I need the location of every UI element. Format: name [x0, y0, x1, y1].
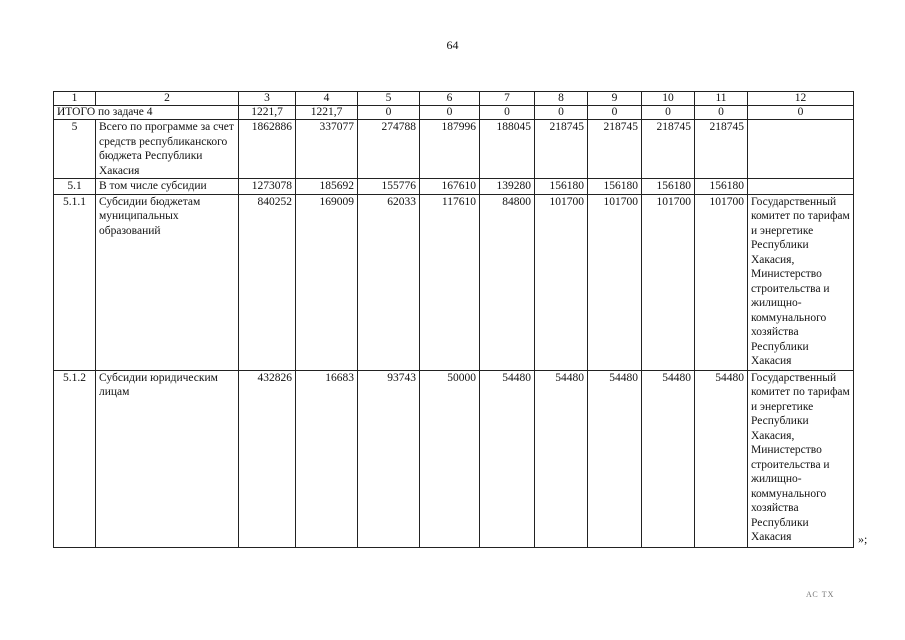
table-row-total	[54, 106, 854, 120]
value-cell: 101700	[535, 194, 588, 370]
row-number: 5.1	[54, 179, 96, 195]
value-cell: 101700	[588, 194, 642, 370]
column-number: 1	[54, 92, 96, 106]
value-cell: 1221,7	[239, 106, 296, 120]
responsible-cell	[748, 120, 854, 179]
value-cell: 62033	[358, 194, 420, 370]
responsible-cell: Государственный комитет по тарифам и энергетике Республики Хакасия, Министерство строительства и жилищно-коммунального хозяйства Республики Хакасия	[748, 194, 854, 370]
column-number: 7	[480, 92, 535, 106]
value-cell: 0	[420, 106, 480, 120]
value-cell: 156180	[695, 179, 748, 195]
value-cell: 188045	[480, 120, 535, 179]
value-cell: 1862886	[239, 120, 296, 179]
row-label: В том числе субсидии	[96, 179, 239, 195]
row-number: 5.1.1	[54, 194, 96, 370]
column-number: 12	[748, 92, 854, 106]
value-cell: 101700	[642, 194, 695, 370]
value-cell: 84800	[480, 194, 535, 370]
row-label: Всего по программе за счет средств республиканского бюджета Республики Хакасия	[96, 120, 239, 179]
table-row	[54, 120, 854, 179]
value-cell: 0	[535, 106, 588, 120]
value-cell: 0	[588, 106, 642, 120]
value-cell: 185692	[296, 179, 358, 195]
column-number: 2	[96, 92, 239, 106]
value-cell: 1221,7	[296, 106, 358, 120]
column-number: 3	[239, 92, 296, 106]
program-table	[53, 91, 854, 548]
column-number: 11	[695, 92, 748, 106]
column-number: 4	[296, 92, 358, 106]
value-cell: 155776	[358, 179, 420, 195]
responsible-cell: Государственный комитет по тарифам и энергетике Республики Хакасия, Министерство строительства и жилищно-коммунального хозяйства Республики Хакасия	[748, 370, 854, 547]
value-cell: 156180	[535, 179, 588, 195]
page-number: 64	[446, 38, 459, 52]
value-cell: 218745	[535, 120, 588, 179]
value-cell: 54480	[480, 370, 535, 547]
value-cell: 16683	[296, 370, 358, 547]
column-number: 6	[420, 92, 480, 106]
column-number: 10	[642, 92, 695, 106]
column-number: 5	[358, 92, 420, 106]
closing-quote-mark: »;	[858, 532, 868, 546]
column-number: 9	[588, 92, 642, 106]
row-label: Субсидии бюджетам муниципальных образований	[96, 194, 239, 370]
value-cell: 54480	[588, 370, 642, 547]
table-row	[54, 194, 854, 370]
value-cell: 139280	[480, 179, 535, 195]
value-cell: 169009	[296, 194, 358, 370]
value-cell: 218745	[642, 120, 695, 179]
value-cell: 337077	[296, 120, 358, 179]
column-number: 8	[535, 92, 588, 106]
value-cell: 54480	[535, 370, 588, 547]
value-cell: 218745	[695, 120, 748, 179]
value-cell: 0	[748, 106, 854, 120]
value-cell: 156180	[588, 179, 642, 195]
value-cell: 1273078	[239, 179, 296, 195]
table-row	[54, 370, 854, 547]
value-cell: 0	[358, 106, 420, 120]
value-cell: 0	[642, 106, 695, 120]
value-cell: 187996	[420, 120, 480, 179]
row-number: 5	[54, 120, 96, 179]
value-cell: 54480	[695, 370, 748, 547]
responsible-cell	[748, 179, 854, 195]
column-number-row	[54, 92, 854, 106]
row-number: 5.1.2	[54, 370, 96, 547]
value-cell: 54480	[642, 370, 695, 547]
value-cell: 0	[480, 106, 535, 120]
value-cell: 218745	[588, 120, 642, 179]
value-cell: 167610	[420, 179, 480, 195]
value-cell: 432826	[239, 370, 296, 547]
value-cell: 156180	[642, 179, 695, 195]
value-cell: 93743	[358, 370, 420, 547]
value-cell: 840252	[239, 194, 296, 370]
row-label: ИТОГО по задаче 4	[54, 106, 239, 120]
value-cell: 101700	[695, 194, 748, 370]
table-row	[54, 179, 854, 195]
row-label: Субсидии юридическим лицам	[96, 370, 239, 547]
value-cell: 274788	[358, 120, 420, 179]
footer-mark: АС ТХ	[806, 590, 835, 599]
value-cell: 117610	[420, 194, 480, 370]
value-cell: 0	[695, 106, 748, 120]
value-cell: 50000	[420, 370, 480, 547]
